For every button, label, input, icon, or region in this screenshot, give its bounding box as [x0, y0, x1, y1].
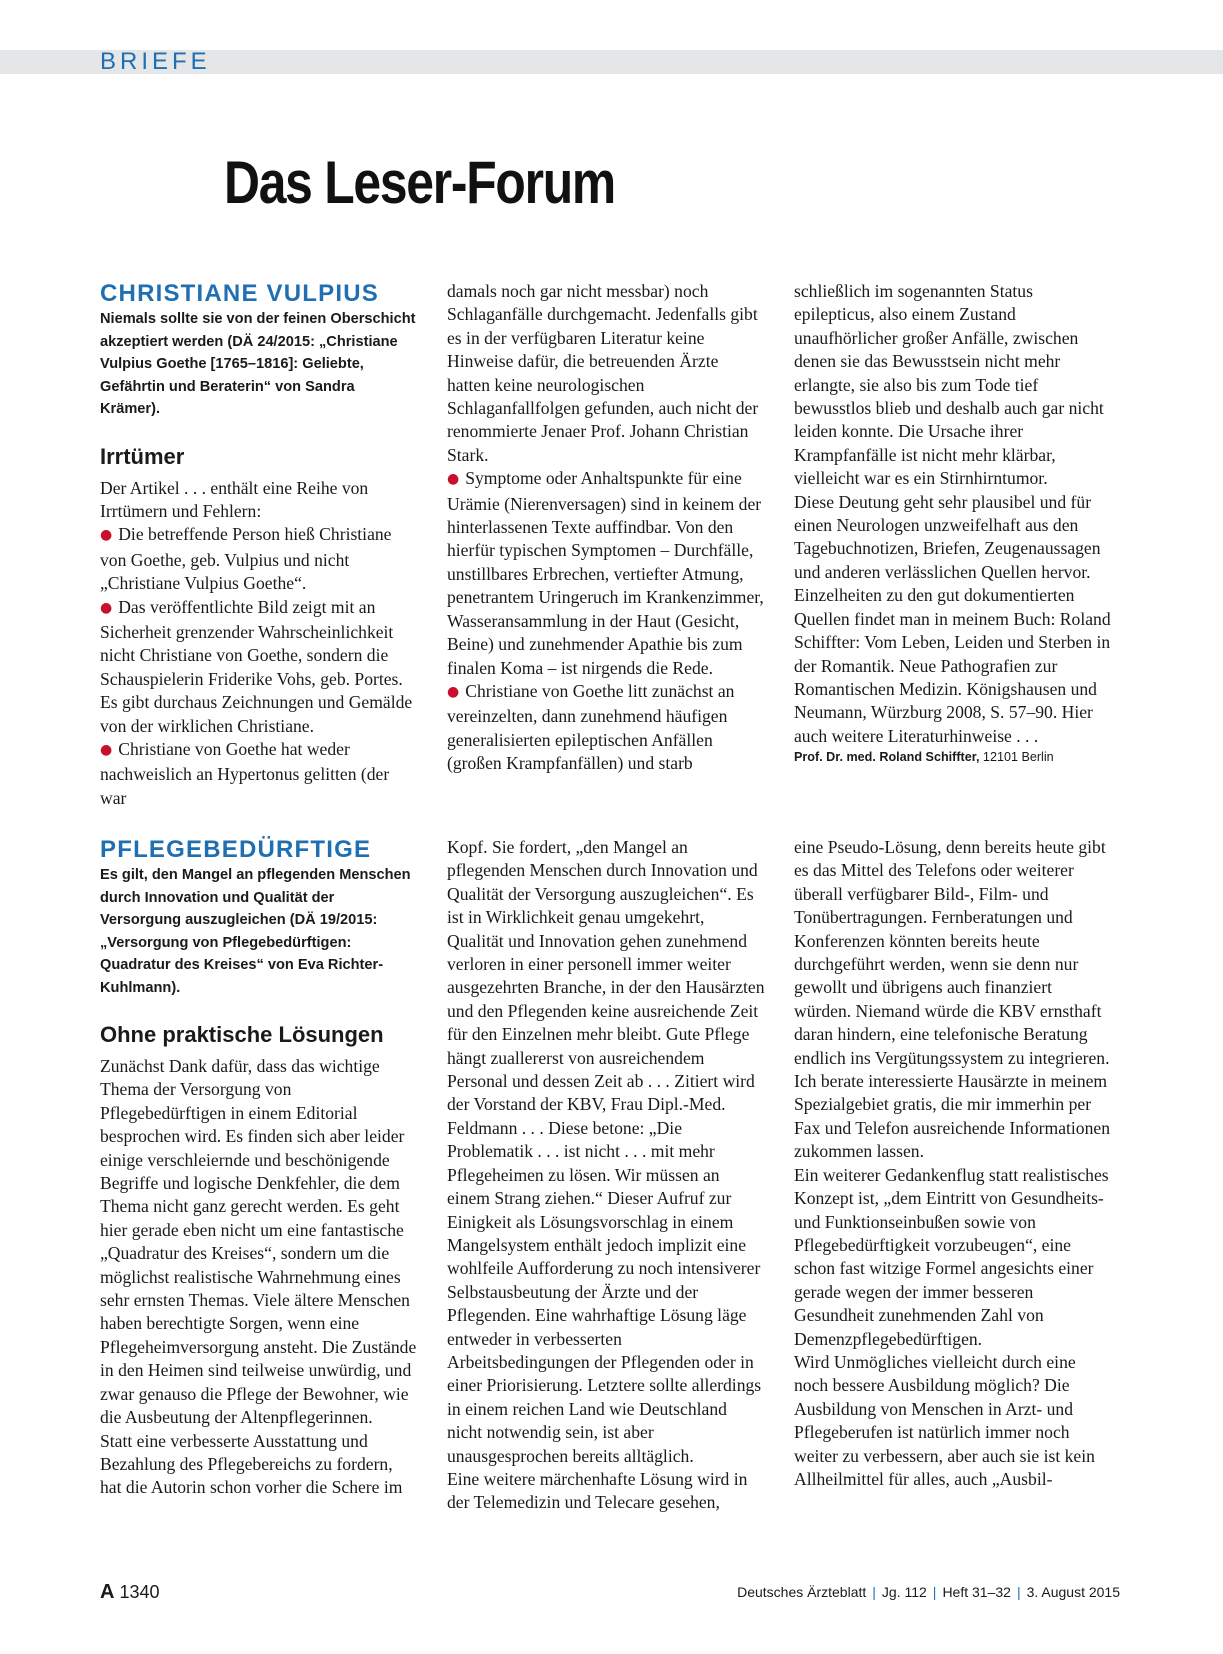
bullet-icon: ●	[447, 471, 460, 488]
letter-title: Ohne praktische Lösungen	[100, 1022, 384, 1047]
paragraph: schließlich im sogenannten Status epilepticus, also einem Zustand unaufhörlicher großer Anfälle, zwischen denen sie das Bewusstsein nicht mehr erlangte, sie also bis zum Tode tief bewusstlos blieb und deshalb auch gar nicht leiden konnte. Die Ursache ihrer Krampfanfälle ist nicht mehr klärbar, vielleicht war es ein Stirnhirntumor.	[794, 281, 1104, 489]
paragraph: Statt eine verbesserte Ausstattung und Bezahlung des Pflegebereichs zu fordern, hat die Autorin schon vorher die Schere im	[100, 1430, 403, 1498]
article-column	[794, 280, 1112, 766]
journal-issue: Heft 31–32	[942, 1584, 1011, 1600]
article-column	[100, 280, 418, 810]
bullet-item	[100, 523, 418, 595]
publication-date: 3. August 2015	[1026, 1584, 1120, 1600]
paragraph: eine Pseudo-Lösung, denn bereits heute gibt es das Mittel des Telefons oder weiterer überall verfügbarer Bild-, Film- und Tonübertragungen. Fernberatungen und Konferenzen könnten bereits heute durchgeführt werden, wenn sie denn nur gewollt und übrigens auch finanziert würden. Niemand würde die KBV ernsthaft daran hindern, eine telefonische Beratung endlich ins Vergütungssystem zu integrieren. Ich berate interessierte Hausärzte in meinem Spezialgebiet gratis, die mir immerhin per Fax und Telefon ausreichende Informationen zukommen lassen.	[794, 837, 1110, 1162]
page-footer	[100, 1580, 1120, 1604]
separator: |	[872, 1584, 876, 1600]
paragraph: Der Artikel . . . enthält eine Reihe von Irrtümern und Fehlern:	[100, 477, 369, 521]
paragraph: Kopf. Sie fordert, „den Mangel an pflegenden Menschen durch Innovation und Qualität der Versorgung auszugleichen“. Es ist in Wirklichkeit genau umgekehrt, Qualität und Innovation gehen zunehmend verloren in einer personell immer weiter ausgezehrten Branche, in der den Hausärzten und den Pflegenden keine ausreichende Zeit für den Einzelnen mehr bleibt. Gute Pflege hängt zuallererst von ausreichendem Personal und dessen Zeit ab . . . Zitiert wird der Vorstand der KBV, Frau Dipl.-Med. Feldmann . . . Diese betone: „Die Problematik . . . ist nicht . . . mit mehr Pflegeheimen zu lösen. Wir müssen an einem Strang ziehen.“ Dieser Aufruf zur Einigkeit als Lösungsvorschlag in einem Mangelsystem enthält jedoch implizit eine wohlfeile Aufforderung zu noch intensiverer Selbstausbeutung der Ärzte und der Pflegenden. Eine wahrhaftige Lösung läge entweder in verbesserten Arbeitsbedingungen der Pflegenden oder in einer Priorisierung. Letztere sollte allerdings in einem reichen Land wie Deutschland nicht notwendig sein, ist aber unausgesprochen bereits alltäglich.	[447, 837, 765, 1466]
letter-title: Irrtümer	[100, 443, 185, 469]
bullet-text: Christiane von Goethe litt zunächst an vereinzelten, dann zunehmend häufigen generalisierten epileptischen Anfällen (großen Krampfanfällen) und starb	[447, 680, 735, 774]
article-lead: Niemals sollte sie von der feinen Oberschicht akzeptiert werden (DÄ 24/2015: „Christiane Vulpius Goethe [1765–1816]: Geliebte, Gefährtin und Beraterin“ von Sandra Krämer).	[100, 311, 416, 417]
page-title: Das Leser-Forum	[224, 149, 615, 216]
bullet-icon: ●	[447, 683, 460, 700]
page-number	[100, 1580, 160, 1604]
paragraph: Ein weiterer Gedankenflug statt realistisches Konzept ist, „dem Eintritt von Gesundheits- und Funktionseinbußen sowie von Pflegebedürftigkeit vorzubeugen“, eine schon fast witzige Formel angesichts einer gerade wegen der immer besseren Gesundheit zunehmenden Zahl von Demenzpflegebedürftigen.	[794, 1164, 1109, 1349]
article-column	[794, 836, 1112, 1491]
journal-name: Deutsches Ärzteblatt	[737, 1584, 867, 1600]
paragraph: Zunächst Dank dafür, dass das wichtige Thema der Versorgung von Pflegebedürftigen in einem Editorial besprochen wird. Es finden sich aber leider einige verschleiernde und beschönigende Begriffe und logische Denkfehler, die dem Thema nicht ganz gerecht werden. Es geht hier gerade eben nicht um eine fantastische „Quadratur des Kreises“, sondern um die möglichst realistische Wahrnehmung eines sehr ernsten Themas. Viele ältere Menschen haben berechtigte Sorgen, wenn eine Pflegeheimversorgung ansteht. Die Zustände in den Heimen sind teilweise unwürdig, und zwar genauso die Pflege der Bewohner, wie die Ausbeutung der Altenpflegerinnen.	[100, 1056, 417, 1428]
separator: |	[1016, 1584, 1021, 1600]
article-column	[447, 836, 765, 1515]
author-name: Prof. Dr. med. Roland Schiffter,	[794, 750, 980, 765]
article-column	[100, 836, 418, 1500]
bullet-text: Die betreffende Person hieß Christiane von Goethe, geb. Vulpius und nicht „Christiane Vulpius Goethe“.	[100, 524, 392, 594]
bullet-icon: ●	[100, 741, 113, 758]
section-label: BRIEFE	[100, 48, 211, 75]
author-place: 12101 Berlin	[979, 750, 1054, 765]
article-lead: Es gilt, den Mangel an pflegenden Menschen durch Innovation und Qualität der Versorgung auszugleichen (DÄ 19/2015: „Versorgung von Pflegebedürftigen: Quadratur des Kreises“ von Eva Richter-Kuhlmann).	[100, 867, 411, 996]
article-column	[447, 280, 765, 776]
paragraph: Eine weitere märchenhafte Lösung wird in der Telemedizin und Telecare gesehen,	[447, 1468, 748, 1513]
bullet-item	[100, 738, 418, 810]
paragraph: Wird Unmögliches vielleicht durch eine noch bessere Ausbildung möglich? Die Ausbildung von Menschen in Arzt- und Pflegeberufen ist natürlich immer noch weiter zu verbessern, aber auch sie ist kein Allheilmittel für alles, auch „Ausbil-	[794, 1351, 1095, 1489]
paragraph: damals noch gar nicht messbar) noch Schlaganfälle durchgemacht. Jedenfalls gibt es in der verfügbaren Literatur keine Hinweise dafür, die betreuenden Ärzte hatten keine neurologischen Schlaganfallfolgen gefunden, auch nicht der renommierte Jenaer Prof. Johann Christian Stark.	[447, 281, 759, 465]
bullet-item	[447, 467, 765, 680]
bullet-text: Christiane von Goethe hat weder nachweislich an Hypertonus gelitten (der war	[100, 738, 390, 808]
article-heading: PFLEGEBEDÜRFTIGE	[100, 836, 372, 863]
author-signature	[794, 748, 1112, 766]
bullet-text: Das veröffentlichte Bild zeigt mit an Sicherheit grenzender Wahrscheinlichkeit nicht Christiane von Goethe, sondern die Schauspielerin Friderike Vohs, geb. Portes. Es gibt durchaus Zeichnungen und Gemälde von der wirklichen Christiane.	[100, 596, 413, 736]
journal-volume: Jg. 112	[881, 1584, 927, 1600]
page-number-value: 1340	[119, 1582, 160, 1602]
page-letter: A	[100, 1581, 115, 1603]
bullet-item	[100, 596, 418, 738]
bullet-item	[447, 680, 765, 776]
publication-info	[737, 1582, 1120, 1602]
bullet-text: Symptome oder Anhaltspunkte für eine Urämie (Nierenversagen) sind in keinem der hinterlassenen Texte auffindbar. Von den hierfür typischen Symptomen – Durchfälle, unstillbares Erbrechen, vertiefter Atmung, penetrantem Uringeruch im Krankenzimmer, Wasseransammlung in der Haut (Gesicht, Beine) und zunehmender Apathie bis zum finalen Koma – ist nirgends die Rede.	[447, 468, 764, 678]
article-heading: CHRISTIANE VULPIUS	[100, 280, 379, 307]
paragraph: Diese Deutung geht sehr plausibel und für einen Neurologen unzweifelhaft aus den Tagebuchnotizen, Briefen, Zeugenaussagen und anderen verlässlichen Quellen hervor. Einzelheiten zu den gut dokumentierten Quellen findet man in meinem Buch: Roland Schiffter: Vom Leben, Leiden und Sterben in der Romantik. Neue Pathografien zur Romantischen Medizin. Königshausen und Neumann, Würzburg 2008, S. 57–90. Hier auch weitere Literaturhinweise . . .	[794, 491, 1111, 746]
bullet-icon: ●	[100, 527, 113, 544]
separator: |	[932, 1584, 937, 1600]
bullet-icon: ●	[100, 599, 113, 616]
